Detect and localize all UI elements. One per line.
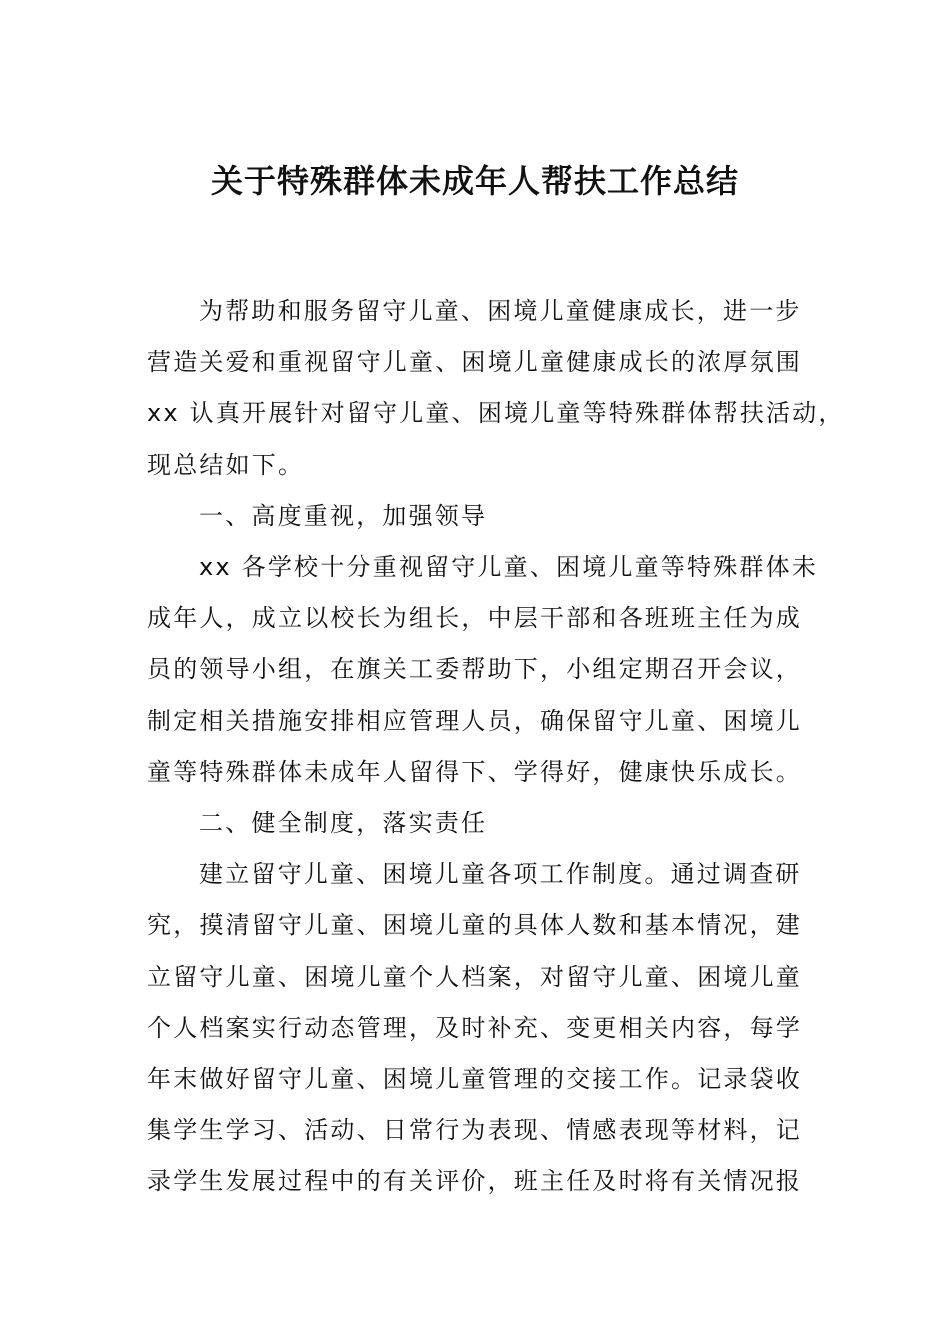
document-title: 关于特殊群体未成年人帮扶工作总结 [210,162,739,200]
paragraph-line: 员的领导小组，在旗关工委帮助下，小组定期召开会议， [147,655,802,684]
paragraph-line: 营造关爱和重视留守儿童、困境儿童健康成长的浓厚氛围 [147,348,802,377]
paragraph-line: 为帮助和服务留守儿童、困境儿童健康成长，进一步 [199,297,802,325]
paragraph-line: 童等特殊群体未成年人留得下、学得好，健康快乐成长。 [147,757,802,786]
section-heading-2: 二、健全制度，落实责任 [199,809,488,838]
paragraph-line: xx 各学校十分重视留守儿童、困境儿童等特殊群体未 [199,553,819,582]
paragraph-line: 建立留守儿童、困境儿童各项工作制度。通过调查研 [199,860,802,889]
paragraph-line: 录学生发展过程中的有关评价，班主任及时将有关情况报 [147,1167,802,1196]
paragraph-line: 年末做好留守儿童、困境儿童管理的交接工作。记录袋收 [147,1065,802,1094]
paragraph-line: 究，摸清留守儿童、困境儿童的具体人数和基本情况，建 [147,911,802,940]
paragraph-line: 立留守儿童、困境儿童个人档案，对留守儿童、困境儿童 [147,962,802,991]
section-heading-1: 一、高度重视，加强领导 [199,501,488,530]
paragraph-line: 个人档案实行动态管理，及时补充、变更相关内容，每学 [147,1013,802,1042]
paragraph-line: 集学生学习、活动、日常行为表现、情感表现等材料，记 [147,1116,802,1145]
paragraph-line: 成年人，成立以校长为组长，中层干部和各班班主任为成 [147,604,802,633]
document-body [147,286,845,1208]
paragraph-line: 制定相关措施安排相应管理人员，确保留守儿童、困境儿 [147,706,802,735]
paragraph-line: xx 认真开展针对留守儿童、困境儿童等特殊群体帮扶活动， [147,399,845,428]
paragraph-line: 现总结如下。 [147,450,305,479]
